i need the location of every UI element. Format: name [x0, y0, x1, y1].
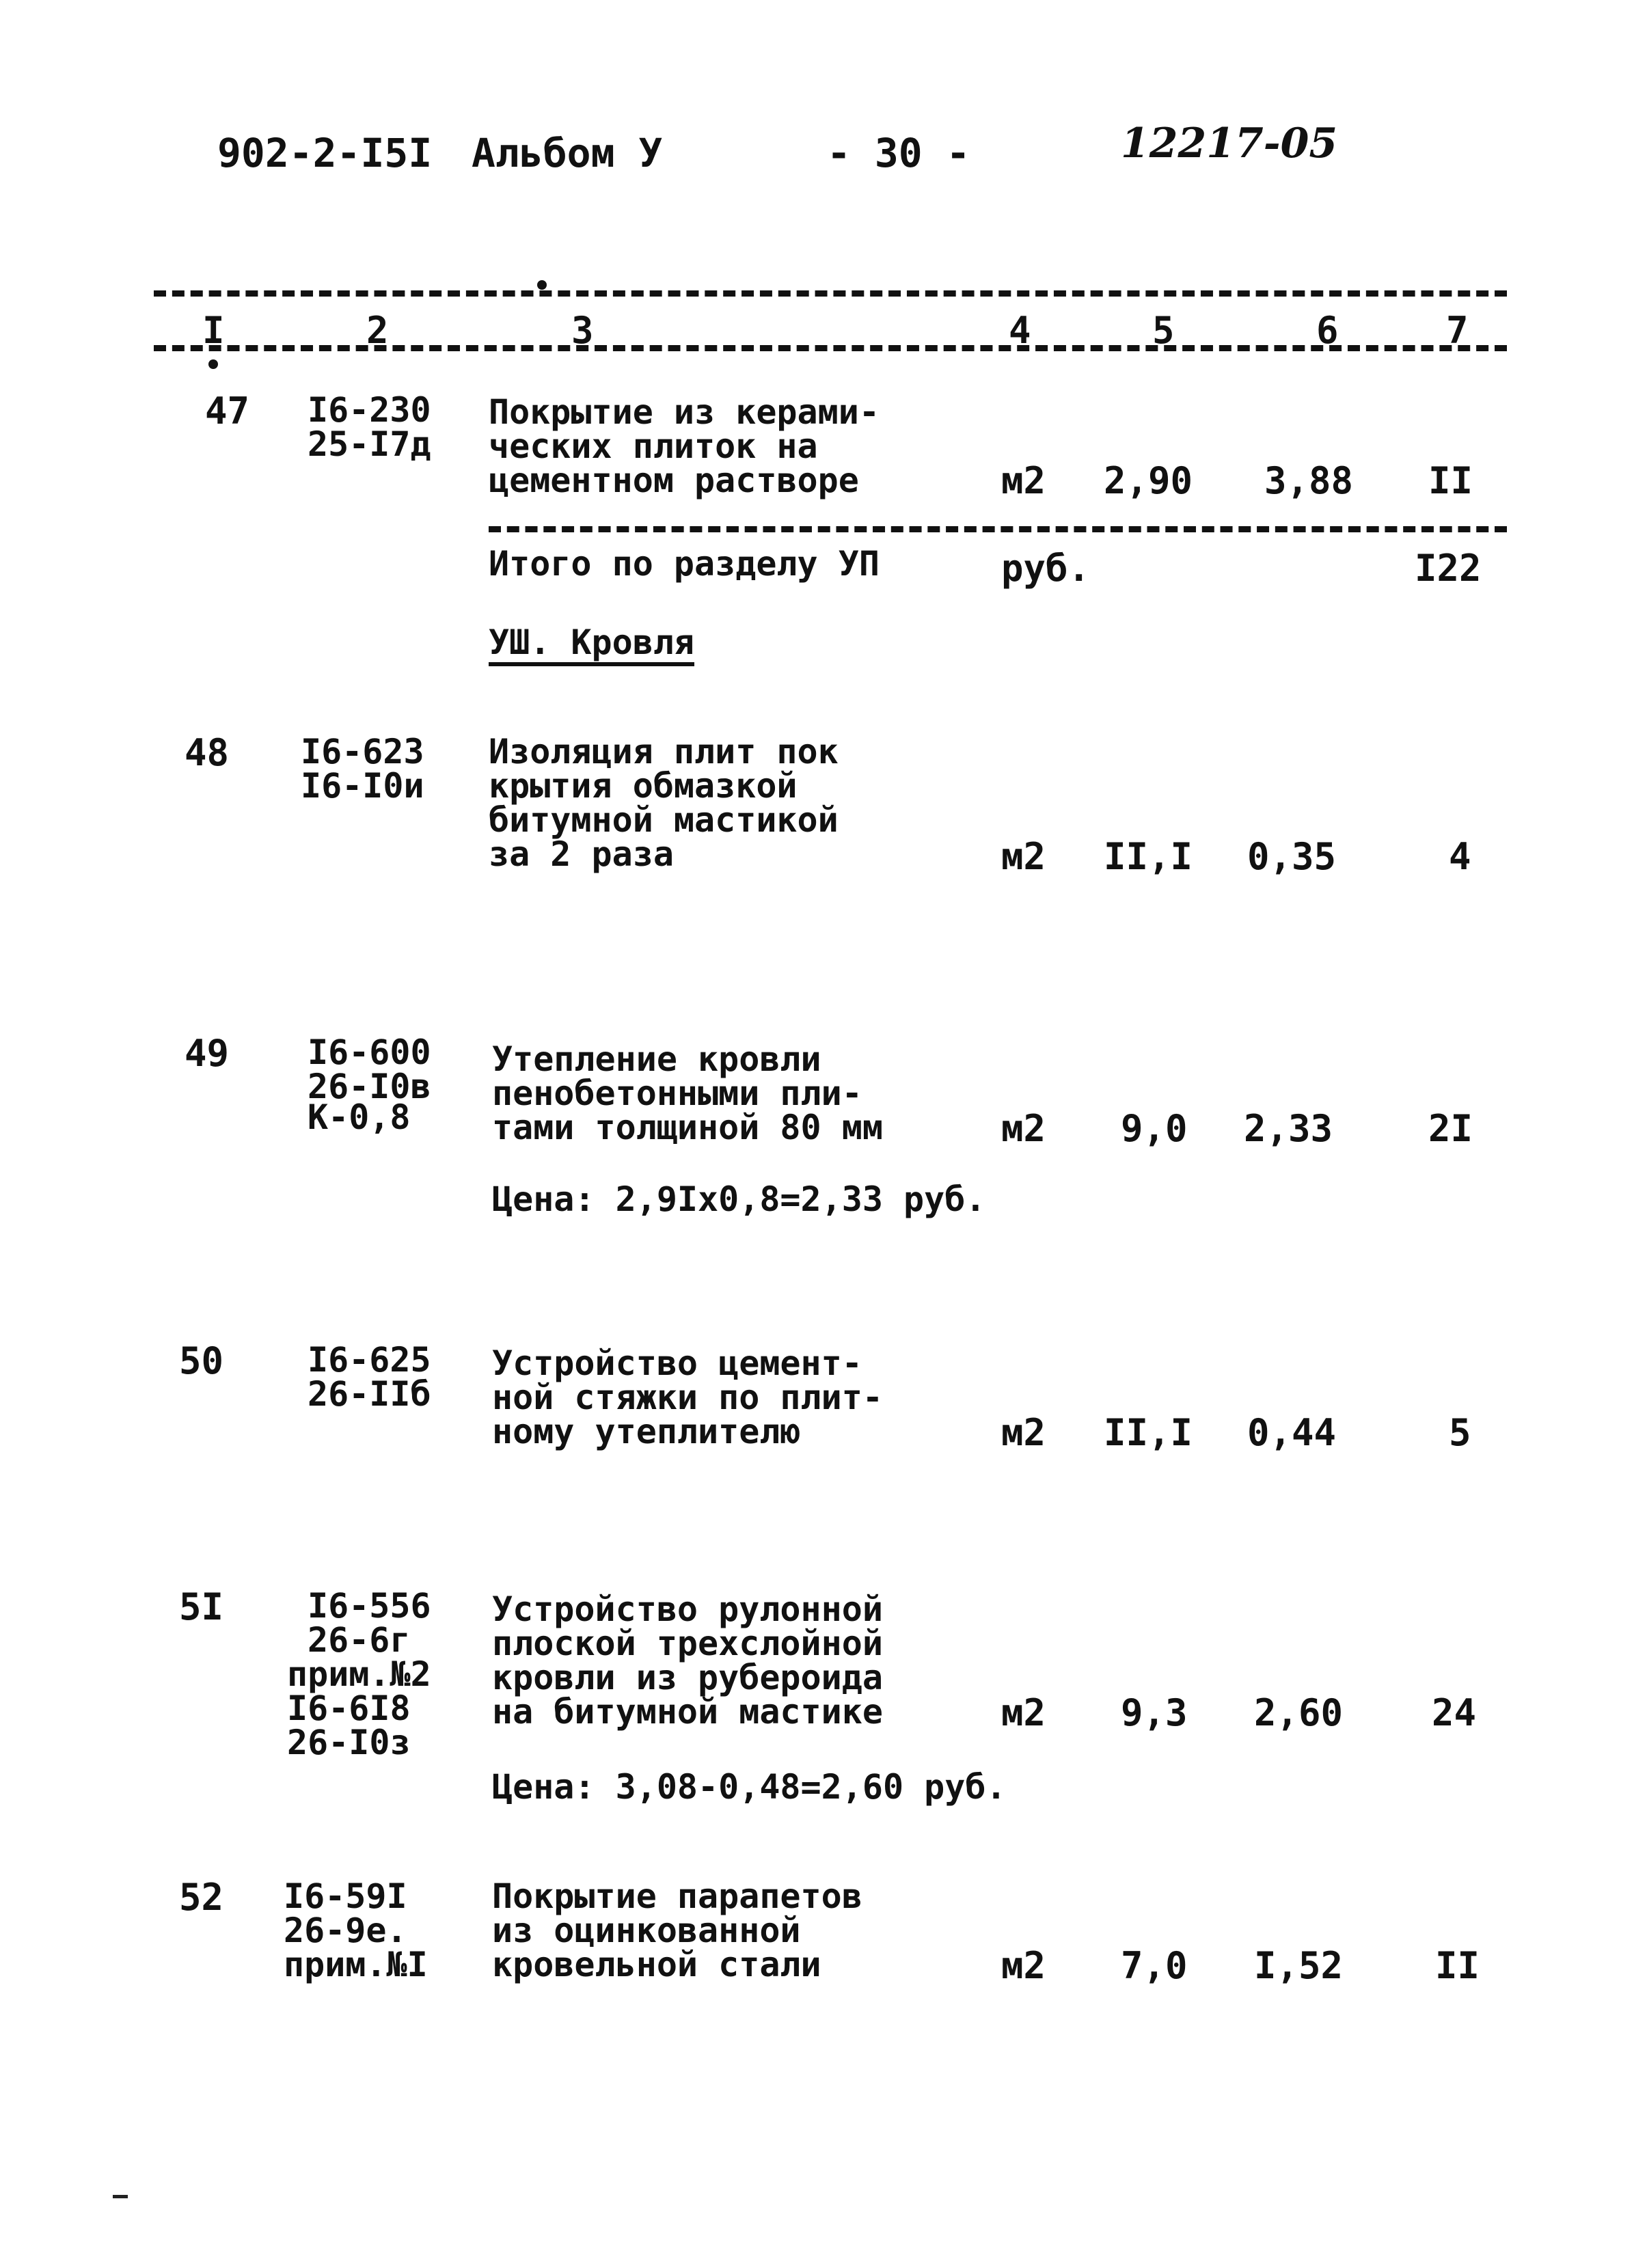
- col-header-6: 6: [1316, 309, 1339, 352]
- unit: м2: [1001, 1944, 1046, 1987]
- norm-code: прим.№2: [287, 1654, 431, 1694]
- rule-mark: [537, 280, 547, 290]
- row-number: 5I: [179, 1585, 224, 1628]
- price-note: Цена: 2,9Iх0,8=2,33 руб.: [492, 1179, 986, 1219]
- norm-code: I6-230: [308, 390, 431, 430]
- norm-code: прим.№I: [284, 1945, 428, 1984]
- row-number: 52: [179, 1876, 224, 1919]
- col-header-1: I: [202, 309, 225, 352]
- description-line: ной стяжки по плит-: [492, 1378, 883, 1417]
- norm-code: I6-59I: [284, 1876, 407, 1916]
- norm-code: I6-I0и: [301, 766, 424, 806]
- page-number: - 30 -: [827, 130, 970, 176]
- description-line: из оцинкованной: [492, 1911, 801, 1950]
- description-line: Устройство цемент-: [492, 1343, 862, 1383]
- quantity: 9,3: [1121, 1691, 1188, 1734]
- description-line: тами толщиной 80 мм: [492, 1108, 883, 1147]
- col-header-4: 4: [1009, 309, 1031, 352]
- description-line: Утепление кровли: [492, 1039, 821, 1079]
- norm-code: 26-I0в: [308, 1067, 431, 1106]
- description-line: пенобетонными пли-: [492, 1074, 862, 1113]
- norm-code: I6-600: [308, 1033, 431, 1072]
- norm-code: 26-I0з: [287, 1723, 411, 1762]
- total: 24: [1432, 1691, 1477, 1734]
- table-top-rule: [154, 290, 1507, 297]
- norm-code: I6-625: [308, 1340, 431, 1380]
- unit-price: 0,35: [1247, 835, 1337, 878]
- unit-price: 2,60: [1254, 1691, 1344, 1734]
- rule-mark-2: [208, 359, 218, 369]
- norm-code: I6-6I8: [287, 1689, 411, 1728]
- description-line: крытия обмазкой: [489, 766, 798, 806]
- description-line: за 2 раза: [489, 834, 674, 874]
- norm-code: I6-556: [308, 1586, 431, 1626]
- unit: м2: [1001, 1107, 1046, 1150]
- description-line: плоской трехслойной: [492, 1624, 883, 1663]
- unit-price: I,52: [1254, 1944, 1344, 1987]
- unit: м2: [1001, 459, 1046, 502]
- row-number: 48: [185, 731, 230, 774]
- unit: м2: [1001, 1691, 1046, 1734]
- col-header-7: 7: [1446, 309, 1469, 352]
- norm-code: 26-9е.: [284, 1911, 407, 1950]
- description-line: ческих плиток на: [489, 426, 818, 466]
- description-line: ному утеплителю: [492, 1412, 801, 1451]
- row-number: 47: [205, 390, 250, 433]
- quantity: II,I: [1104, 1411, 1193, 1454]
- subtotal-label: Итого по разделу УП: [489, 544, 880, 584]
- quantity: II,I: [1104, 835, 1193, 878]
- description-line: на битумной мастике: [492, 1692, 883, 1732]
- norm-code: I6-623: [301, 732, 424, 771]
- total: 2I: [1428, 1107, 1473, 1150]
- unit-price: 2,33: [1244, 1107, 1333, 1150]
- description-line: Покрытие из керами-: [489, 392, 880, 432]
- description-line: Изоляция плит пок: [489, 732, 839, 771]
- quantity: 7,0: [1121, 1944, 1188, 1987]
- unit: м2: [1001, 1411, 1046, 1454]
- handwritten-number: 12217-05: [1121, 120, 1338, 167]
- norm-code: 26-6г: [308, 1620, 411, 1660]
- total: 5: [1449, 1411, 1471, 1454]
- total: II: [1428, 459, 1473, 502]
- unit-price: 0,44: [1247, 1411, 1337, 1454]
- norm-code: К-0,8: [308, 1097, 411, 1137]
- description-line: цементном растворе: [489, 461, 859, 500]
- subtotal-unit: руб.: [1001, 547, 1091, 590]
- description-line: битумной мастикой: [489, 800, 839, 840]
- col-header-2: 2: [366, 309, 389, 352]
- quantity: 9,0: [1121, 1107, 1188, 1150]
- price-note: Цена: 3,08-0,48=2,60 руб.: [492, 1767, 1007, 1807]
- row-number: 50: [179, 1339, 224, 1382]
- total: 4: [1449, 835, 1471, 878]
- norm-code: 25-I7д: [308, 424, 431, 464]
- description-line: кровельной стали: [492, 1945, 821, 1984]
- col-header-3: 3: [571, 309, 594, 352]
- header-bottom-rule: [154, 345, 1507, 351]
- row-number: 49: [185, 1032, 230, 1075]
- subtotal-rule: [489, 526, 1507, 532]
- subtotal-total: I22: [1415, 547, 1482, 590]
- album-label: Альбом У: [472, 130, 663, 176]
- quantity: 2,90: [1104, 459, 1193, 502]
- norm-code: 26-IIб: [308, 1374, 431, 1414]
- stray-mark: [113, 2195, 128, 2198]
- total: II: [1435, 1944, 1480, 1987]
- col-header-5: 5: [1152, 309, 1175, 352]
- description-line: Устройство рулонной: [492, 1589, 883, 1629]
- doc-code: 902-2-I5I: [217, 130, 433, 176]
- unit: м2: [1001, 835, 1046, 878]
- section-title: УШ. Кровля: [489, 625, 694, 666]
- description-line: кровли из рубероида: [492, 1658, 883, 1697]
- unit-price: 3,88: [1264, 459, 1354, 502]
- description-line: Покрытие парапетов: [492, 1876, 862, 1916]
